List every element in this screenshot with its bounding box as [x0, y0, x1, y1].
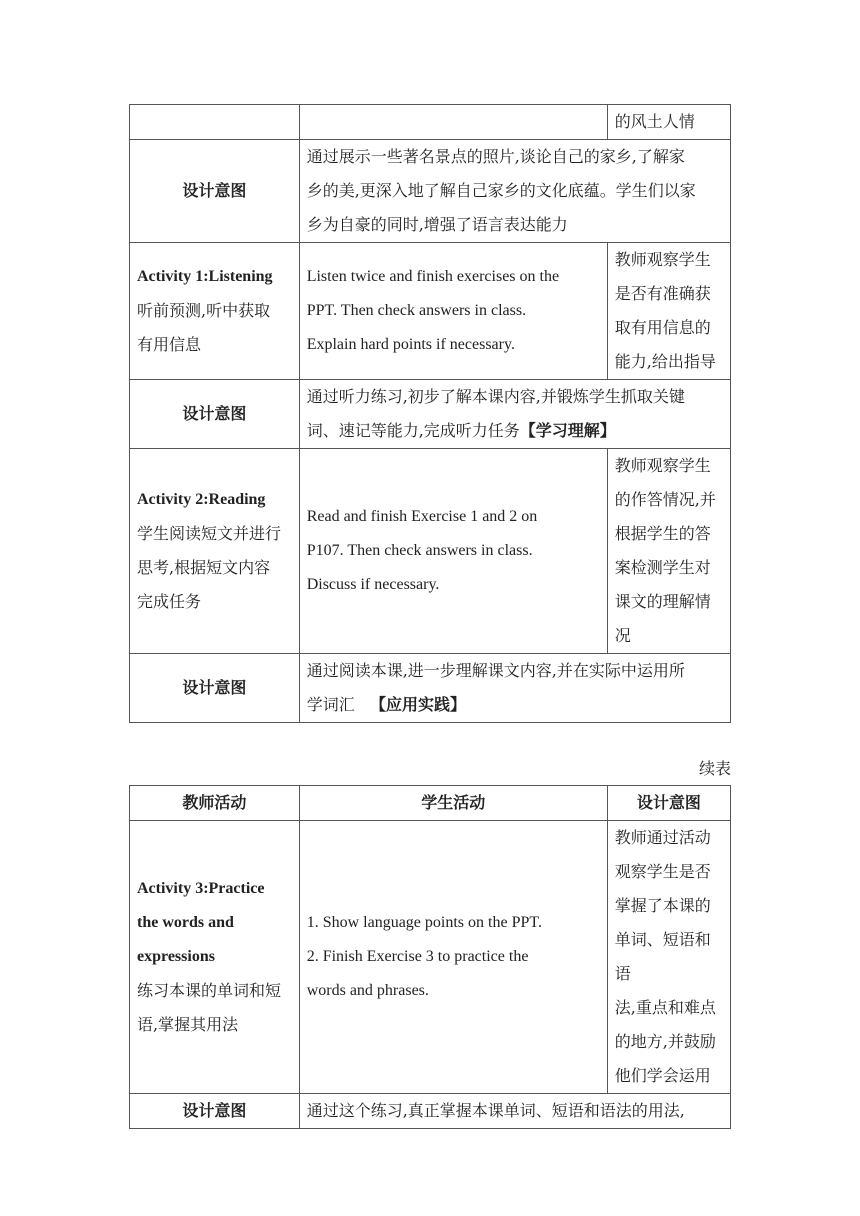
- text-line: 通过听力练习,初步了解本课内容,并锻炼学生抓取关键: [306, 387, 685, 406]
- text-line: 能力,给出指导: [614, 352, 716, 371]
- intent-cell: [607, 243, 730, 380]
- activity-row: [130, 243, 731, 380]
- text-line: 学生阅读短文并进行: [137, 524, 282, 543]
- text-line: 根据学生的答: [614, 524, 711, 543]
- text-line: 思考,根据短文内容: [137, 558, 271, 577]
- activity-title: Activity 3:Practice: [137, 880, 265, 897]
- text-line: 教师观察学生: [614, 456, 711, 475]
- text-fragment: 词、速记等能力,完成听力任务: [306, 421, 520, 440]
- text-line: 课文的理解情: [614, 592, 711, 611]
- table-header-row: [130, 786, 731, 821]
- header-student-activity: 学生活动: [299, 786, 607, 821]
- intent-cell: [607, 449, 730, 654]
- activity-title: Activity 2:Reading: [137, 491, 266, 508]
- student-activity-cell: [299, 243, 607, 380]
- design-intent-label: 设计意图: [130, 140, 300, 243]
- text-line: 乡为自豪的同时,增强了语言表达能力: [306, 215, 568, 234]
- activity-row: [130, 449, 731, 654]
- text-line: 1. Show language points on the PPT.: [306, 914, 542, 931]
- design-intent-label: 设计意图: [130, 1094, 300, 1129]
- text-line: 案检测学生对: [614, 558, 711, 577]
- design-intent-row: [130, 654, 731, 723]
- tag-label: 【应用实践】: [369, 695, 466, 714]
- text-line: Discuss if necessary.: [306, 576, 440, 593]
- text-line: 2. Finish Exercise 3 to practice the: [306, 948, 529, 965]
- text-line: words and phrases.: [306, 982, 429, 999]
- table-row: [130, 105, 731, 140]
- student-activity-cell: [299, 821, 607, 1094]
- text-line: [307, 414, 723, 448]
- activity-title: the words and: [137, 914, 234, 931]
- design-intent-text: [299, 140, 730, 243]
- text-line: 通过这个练习,真正掌握本课单词、短语和语法的用法,: [306, 1101, 685, 1120]
- text-line: P107. Then check answers in class.: [306, 542, 533, 559]
- text-line: 完成任务: [137, 592, 202, 611]
- design-intent-text: [299, 1094, 730, 1129]
- text-fragment: 学词汇: [306, 695, 355, 714]
- text-line: 他们学会运用: [614, 1066, 711, 1085]
- text-line: 的地方,并鼓励: [614, 1032, 716, 1051]
- text-line: 通过阅读本课,进一步理解课文内容,并在实际中运用所: [306, 661, 685, 680]
- text-line: 有用信息: [137, 335, 202, 354]
- lesson-table-1: [129, 104, 731, 723]
- activity-title: Activity 1:Listening: [137, 268, 273, 285]
- text-line: 教师通过活动: [614, 828, 711, 847]
- design-intent-text: [299, 380, 730, 449]
- text-line: 练习本课的单词和短: [137, 981, 282, 1000]
- text-line: 乡的美,更深入地了解自己家乡的文化底蕴。学生们以家: [306, 181, 696, 200]
- design-intent-text: [299, 654, 730, 723]
- text-line: 取有用信息的: [614, 318, 711, 337]
- text-line: 单词、短语和语: [614, 930, 711, 983]
- design-intent-row: [130, 1094, 731, 1129]
- text-line: Explain hard points if necessary.: [306, 336, 515, 353]
- text-line: Read and finish Exercise 1 and 2 on: [306, 508, 538, 525]
- empty-cell: [299, 105, 607, 140]
- student-activity-cell: [299, 449, 607, 654]
- header-design-intent: 设计意图: [607, 786, 730, 821]
- teacher-activity-cell: [130, 821, 300, 1094]
- intent-cell: [607, 821, 730, 1094]
- text-line: 法,重点和难点: [614, 998, 716, 1017]
- teacher-activity-cell: [130, 449, 300, 654]
- text-line: 语,掌握其用法: [137, 1015, 239, 1034]
- text-line: PPT. Then check answers in class.: [306, 302, 527, 319]
- header-teacher-activity: 教师活动: [130, 786, 300, 821]
- design-intent-row: [130, 140, 731, 243]
- design-intent-label: 设计意图: [130, 380, 300, 449]
- text-line: 听前预测,听中获取: [137, 301, 271, 320]
- text-line: 况: [614, 626, 631, 645]
- tag-label: 【学习理解】: [519, 421, 616, 440]
- teacher-activity-cell: [130, 243, 300, 380]
- design-intent-label: 设计意图: [130, 654, 300, 723]
- activity-title: expressions: [137, 948, 215, 965]
- continued-table-label: 续表: [698, 759, 731, 778]
- text-line: 是否有准确获: [614, 284, 711, 303]
- text-line: Listen twice and finish exercises on the: [306, 268, 560, 285]
- text-line: 通过展示一些著名景点的照片,谈论自己的家乡,了解家: [306, 147, 685, 166]
- text-line: [307, 688, 723, 722]
- empty-cell: [130, 105, 300, 140]
- activity-row: [130, 821, 731, 1094]
- design-intent-row: [130, 380, 731, 449]
- intent-cell: 的风土人情: [607, 105, 730, 140]
- text-line: 掌握了本课的: [614, 896, 711, 915]
- lesson-table-2: [129, 785, 731, 1129]
- text-line: 观察学生是否: [614, 862, 711, 881]
- text-line: 教师观察学生: [614, 250, 711, 269]
- text-line: 的作答情况,并: [614, 490, 716, 509]
